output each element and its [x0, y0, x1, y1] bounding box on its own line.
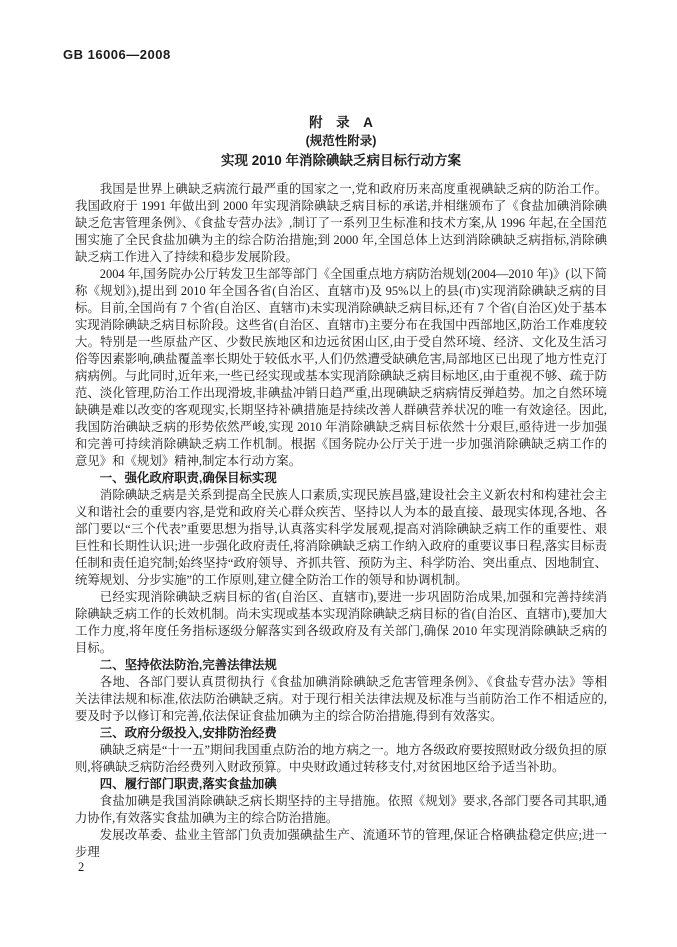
section-4-paragraph-2: 发展改革委、盐业主管部门负责加强碘盐生产、流通环节的管理,保证合格碘盐稳定供应;进一步理: [75, 828, 607, 859]
section-4-heading: 四、履行部门职责,落实食盐加碘: [99, 777, 277, 791]
section-2-heading: 二、坚持依法防治,完善法律法规: [99, 658, 277, 672]
section-1-paragraph-1: 消除碘缺乏病是关系到提高全民族人口素质,实现民族昌盛,建设社会主义新农村和构建社会主义和谐社会的重要内容,是党和政府关心群众疾苦、坚持以人为本的最直接、最现实体现,各地、各部门要以“三个代表”重要思想为指导,认真落实科学发展观,提高对消除碘缺乏病工作的重要性、艰巨性和长期性认识;进一步强化政府责任,将消除碘缺乏病工作纳入政府的重要议事日程,落实目标责任制和责任追究制;始终坚持“政府领导、齐抓共管、预防为主、科学防治、突出重点、因地制宜、统筹规划、分步实施”的工作原则,建立健全防治工作的领导和协调机制。: [75, 488, 607, 587]
section-3-paragraph-1: 碘缺乏病是“十一五”期间我国重点防治的地方病之一。地方各级政府要按照财政分级负担的原则,将碘缺乏病防治经费列入财政预算。中央财政通过转移支付,对贫困地区给予适当补助。: [75, 743, 607, 774]
standard-number: GB 16006—2008: [63, 47, 171, 62]
section-3-heading: 三、政府分级投入,安排防治经费: [99, 726, 277, 740]
intro-paragraph: 我国是世界上碘缺乏病流行最严重的国家之一,党和政府历来高度重视碘缺乏病的防治工作。我国政府于 1991 年做出到 2000 年实现消除碘缺乏病目标的承诺,并相继颁布了《食盐加碘消除碘缺乏危害管理条例》、《食盐专营办法》,制订了一系列卫生标准和技术方案,从 1996 年起,在全国范围实施了全民食盐加碘为主的综合防治措施;到 2000 年,全国总体上达到消除碘缺乏病指标,消除碘缺乏病工作进入了持续和稳步发展阶段。: [75, 182, 607, 264]
page-number: 2: [78, 860, 85, 874]
appendix-title-block: [75, 113, 607, 170]
background-paragraph: 2004 年,国务院办公厅转发卫生部等部门《全国重点地方病防治规划(2004—2010 年)》(以下简称《规划》),提出到 2010 年全国各省(自治区、直辖市)及 95%以上的县(市)实现消除碘缺乏病的目标。目前,全国尚有 7 个省(自治区、直辖市)未实现消除碘缺乏病目标,还有 7 个省(自治区)处于基本实现消除碘缺乏病目标阶段。这些省(自治区、直辖市)主要分布在我国中西部地区,防治工作难度较大。特别是一些原盐产区、少数民族地区和边远贫困山区,由于受自然环境、经济、文化及生活习俗等因素影响,碘盐覆盖率长期处于较低水平,人们仍然遭受缺碘危害,局部地区已出现了地方性克汀病病例。与此同时,近年来,一些已经实现或基本实现消除碘缺乏病目标地区,由于重视不够、疏于防范、淡化管理,防治工作出现滑坡,非碘盐冲销日趋严重,出现碘缺乏病病情反弹趋势。加之自然环境缺碘是难以改变的客观现实,长期坚持补碘措施是持续改善人群碘营养状况的唯一有效途径。因此,我国防治碘缺乏病的形势依然严峻,实现 2010 年消除碘缺乏病目标依然十分艰巨,亟待进一步加强和完善可持续消除碘缺乏病工作机制。根据《国务院办公厅关于进一步加强消除碘缺乏病工作的意见》和《规划》精神,制定本行动方案。: [75, 267, 607, 468]
section-4-paragraph-1: 食盐加碘是我国消除碘缺乏病长期坚持的主导措施。依照《规划》要求,各部门要各司其职,通力协作,有效落实食盐加碘为主的综合防治措施。: [75, 794, 607, 825]
document-body: [75, 181, 607, 861]
section-1-paragraph-2: 已经实现消除碘缺乏病目标的省(自治区、直辖市),要进一步巩固防治成果,加强和完善持续消除碘缺乏病工作的长效机制。尚未实现或基本实现消除碘缺乏病目标的省(自治区、直辖市),要加大工作力度,将年度任务指标逐级分解落实到各级政府及有关部门,确保 2010 年实现消除碘缺乏病的目标。: [75, 590, 607, 655]
appendix-label: 附 录 A: [309, 115, 373, 130]
appendix-type-label: (规范性附录): [305, 134, 377, 148]
section-2-paragraph-1: 各地、各部门要认真贯彻执行《食盐加碘消除碘缺乏危害管理条例》、《食盐专营办法》等相关法律法规和标准,依法防治碘缺乏病。对于现行相关法律法规及标准与当前防治工作不相适应的,要及时予以修订和完善,依法保证食盐加碘为主的综合防治措施,得到有效落实。: [75, 675, 607, 723]
appendix-main-title: 实现 2010 年消除碘缺乏病目标行动方案: [220, 153, 462, 168]
section-1-heading: 一、强化政府职责,确保目标实现: [99, 471, 277, 485]
